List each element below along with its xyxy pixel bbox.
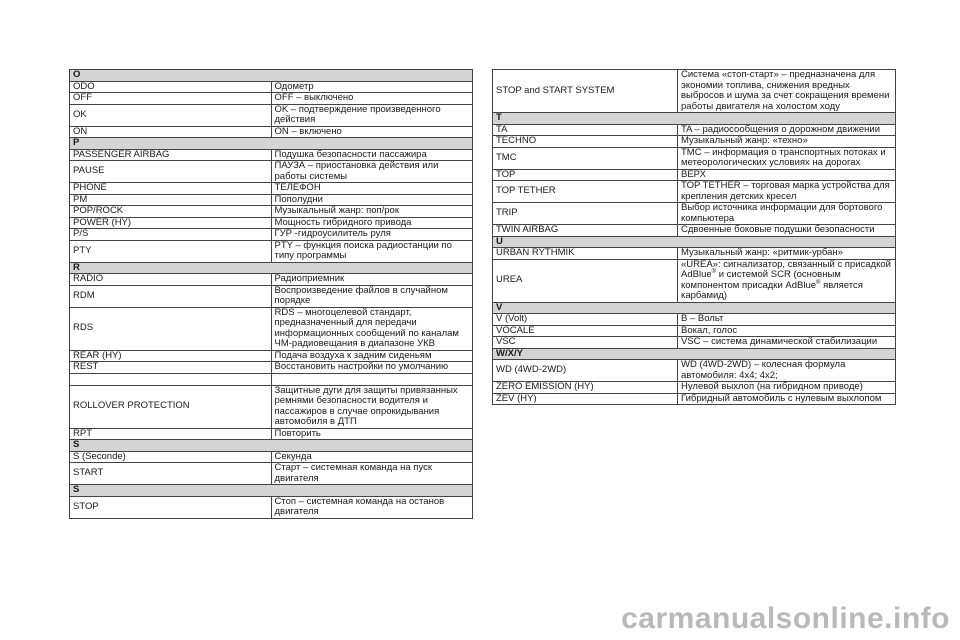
term-cell: ZERO EMISSION (HY) bbox=[493, 382, 678, 394]
definition-cell: Радиоприемник bbox=[271, 274, 473, 286]
definition-cell: TMC – информация о транспортных потоках и метеорологических условиях на дорогах bbox=[678, 147, 896, 169]
term-cell: VSC bbox=[493, 337, 678, 349]
section-header-row bbox=[70, 262, 473, 274]
term-cell: REST bbox=[70, 362, 272, 374]
watermark: carmanualsonline.info bbox=[621, 602, 950, 635]
section-letter: S bbox=[70, 485, 473, 497]
definition-cell: Система «стоп-старт» – предназначена для экономии топлива, снижения вредных выбросов и шума за счет сокращения времени работы двигателя на холостом ходу bbox=[678, 70, 896, 113]
definition-cell: ТЕЛЕФОН bbox=[271, 183, 473, 195]
definition-cell: OFF – выключено bbox=[271, 93, 473, 105]
glossary-row bbox=[70, 274, 473, 286]
definition-cell: Старт – системная команда на пуск двигателя bbox=[271, 463, 473, 485]
section-header-row bbox=[70, 138, 473, 150]
glossary-row bbox=[493, 136, 896, 148]
definition-cell: Нулевой выхлоп (на гибридном приводе) bbox=[678, 382, 896, 394]
glossary-row bbox=[493, 337, 896, 349]
definition-cell: Музыкальный жанр: поп/рок bbox=[271, 206, 473, 218]
section-header-row bbox=[493, 348, 896, 360]
glossary-row bbox=[70, 285, 473, 307]
definition-cell: Подача воздуха к задним сиденьям bbox=[271, 350, 473, 362]
section-letter: U bbox=[493, 236, 896, 248]
definition-cell: Воспроизведение файлов в случайном порядке bbox=[271, 285, 473, 307]
term-cell: TOP bbox=[493, 169, 678, 181]
blank-term-cell bbox=[70, 373, 272, 385]
term-cell: P/S bbox=[70, 229, 272, 241]
section-letter: R bbox=[70, 262, 473, 274]
term-cell: VOCALE bbox=[493, 325, 678, 337]
glossary-row bbox=[70, 451, 473, 463]
term-cell: TMC bbox=[493, 147, 678, 169]
term-cell: REAR (HY) bbox=[70, 350, 272, 362]
glossary-row bbox=[70, 307, 473, 350]
definition-cell: Вокал, голос bbox=[678, 325, 896, 337]
glossary-row bbox=[70, 104, 473, 126]
definition-cell: RDS – многоцелевой стандарт, предназначенный для передачи информационных сообщений по каналам ЧМ-радиовещания в диапазоне УКВ bbox=[271, 307, 473, 350]
definition-cell: Восстановить настройки по умолчанию bbox=[271, 362, 473, 374]
term-cell: TA bbox=[493, 124, 678, 136]
section-header-row bbox=[493, 302, 896, 314]
definition-cell: PTY – функция поиска радиостанции по типу программы bbox=[271, 240, 473, 262]
section-header-row bbox=[493, 113, 896, 125]
glossary-row bbox=[493, 325, 896, 337]
glossary-row bbox=[493, 147, 896, 169]
definition-cell: Одометр bbox=[271, 81, 473, 93]
section-header-row bbox=[70, 70, 473, 82]
glossary-row bbox=[70, 149, 473, 161]
term-cell: STOP and START SYSTEM bbox=[493, 70, 678, 113]
glossary-row bbox=[70, 496, 473, 518]
definition-cell: Выбор источника информации для бортового компьютера bbox=[678, 203, 896, 225]
term-cell: POWER (HY) bbox=[70, 217, 272, 229]
definition-cell: Защитные дуги для защиты привязанных ремнями безопасности водителя и пассажиров в случае опрокидывания автомобиля в ДТП bbox=[271, 385, 473, 428]
term-cell: RADIO bbox=[70, 274, 272, 286]
glossary-table-right bbox=[492, 69, 896, 405]
section-header-row bbox=[70, 485, 473, 497]
definition-cell: TOP TETHER – торговая марка устройства для крепления детских кресел bbox=[678, 181, 896, 203]
term-cell: WD (4WD-2WD) bbox=[493, 360, 678, 382]
glossary-row bbox=[493, 203, 896, 225]
definition-cell: «UREA»: сигнализатор, связанный с присадкой AdBlue® и системой SCR (основным компонентом присадки AdBlue® является карбамид) bbox=[678, 259, 896, 302]
section-letter: P bbox=[70, 138, 473, 150]
glossary-row bbox=[70, 206, 473, 218]
term-cell: STOP bbox=[70, 496, 272, 518]
glossary-row bbox=[493, 360, 896, 382]
term-cell: ZEV (HY) bbox=[493, 393, 678, 405]
term-cell: OFF bbox=[70, 93, 272, 105]
glossary-table-left-body bbox=[70, 70, 473, 519]
term-cell: PASSENGER AIRBAG bbox=[70, 149, 272, 161]
glossary-row bbox=[493, 382, 896, 394]
definition-cell: WD (4WD-2WD) – колесная формула автомобиля: 4x4; 4x2; bbox=[678, 360, 896, 382]
definition-cell: Сдвоенные боковые подушки безопасности bbox=[678, 225, 896, 237]
glossary-row bbox=[493, 181, 896, 203]
section-letter: W/X/Y bbox=[493, 348, 896, 360]
term-cell: PM bbox=[70, 194, 272, 206]
term-cell: UREA bbox=[493, 259, 678, 302]
term-cell: RPT bbox=[70, 428, 272, 440]
glossary-row bbox=[493, 225, 896, 237]
definition-cell: Стоп – системная команда на останов двигателя bbox=[271, 496, 473, 518]
term-cell: URBAN RYTHMIK bbox=[493, 248, 678, 260]
term-cell: TECHNO bbox=[493, 136, 678, 148]
glossary-row bbox=[70, 126, 473, 138]
term-cell: OK bbox=[70, 104, 272, 126]
section-letter: O bbox=[70, 70, 473, 82]
section-letter: S bbox=[70, 440, 473, 452]
term-cell: PAUSE bbox=[70, 161, 272, 183]
term-cell: RDS bbox=[70, 307, 272, 350]
definition-cell: Подушка безопасности пассажира bbox=[271, 149, 473, 161]
section-header-row bbox=[70, 440, 473, 452]
glossary-row bbox=[70, 93, 473, 105]
glossary-row bbox=[70, 240, 473, 262]
term-cell: PHONE bbox=[70, 183, 272, 195]
glossary-row bbox=[493, 169, 896, 181]
glossary-row bbox=[493, 259, 896, 302]
definition-cell: ГУР -гидроусилитель руля bbox=[271, 229, 473, 241]
term-cell: S (Seconde) bbox=[70, 451, 272, 463]
definition-cell: ВЕРХ bbox=[678, 169, 896, 181]
glossary-row bbox=[70, 183, 473, 195]
term-cell: TWIN AIRBAG bbox=[493, 225, 678, 237]
glossary-row bbox=[70, 362, 473, 374]
term-cell: PTY bbox=[70, 240, 272, 262]
term-cell: ON bbox=[70, 126, 272, 138]
glossary-row bbox=[493, 393, 896, 405]
glossary-row bbox=[70, 350, 473, 362]
term-cell: ROLLOVER PROTECTION bbox=[70, 385, 272, 428]
definition-cell: ON – включено bbox=[271, 126, 473, 138]
definition-cell: Повторить bbox=[271, 428, 473, 440]
glossary-row bbox=[493, 314, 896, 326]
term-cell: POP/ROCK bbox=[70, 206, 272, 218]
definition-cell: Пополудни bbox=[271, 194, 473, 206]
definition-cell: TA – радиосообщения о дорожном движении bbox=[678, 124, 896, 136]
definition-cell: Секунда bbox=[271, 451, 473, 463]
definition-cell: ПАУЗА – приостановка действия или работы системы bbox=[271, 161, 473, 183]
glossary-table-left bbox=[69, 69, 473, 519]
glossary-row bbox=[493, 124, 896, 136]
definition-cell: Музыкальный жанр: «техно» bbox=[678, 136, 896, 148]
section-header-row bbox=[493, 236, 896, 248]
definition-cell: OK – подтверждение произведенного действия bbox=[271, 104, 473, 126]
term-cell: RDM bbox=[70, 285, 272, 307]
glossary-row bbox=[70, 428, 473, 440]
glossary-row bbox=[70, 81, 473, 93]
term-cell: TOP TETHER bbox=[493, 181, 678, 203]
glossary-row bbox=[70, 463, 473, 485]
term-cell: ODO bbox=[70, 81, 272, 93]
blank-row bbox=[70, 373, 473, 385]
definition-cell: Мощность гибридного привода bbox=[271, 217, 473, 229]
glossary-row bbox=[70, 229, 473, 241]
glossary-row bbox=[493, 248, 896, 260]
section-letter: T bbox=[493, 113, 896, 125]
glossary-row bbox=[493, 70, 896, 113]
term-cell: START bbox=[70, 463, 272, 485]
definition-cell: VSC – система динамической стабилизации bbox=[678, 337, 896, 349]
term-cell: TRIP bbox=[493, 203, 678, 225]
definition-cell: Музыкальный жанр: «ритмик-урбан» bbox=[678, 248, 896, 260]
definition-cell: Гибридный автомобиль с нулевым выхлопом bbox=[678, 393, 896, 405]
glossary-row bbox=[70, 217, 473, 229]
term-cell: V (Volt) bbox=[493, 314, 678, 326]
section-letter: V bbox=[493, 302, 896, 314]
blank-definition-cell bbox=[271, 373, 473, 385]
glossary-row bbox=[70, 194, 473, 206]
glossary-row bbox=[70, 385, 473, 428]
glossary-table-right-body bbox=[493, 70, 896, 405]
definition-cell: В – Вольт bbox=[678, 314, 896, 326]
glossary-row bbox=[70, 161, 473, 183]
